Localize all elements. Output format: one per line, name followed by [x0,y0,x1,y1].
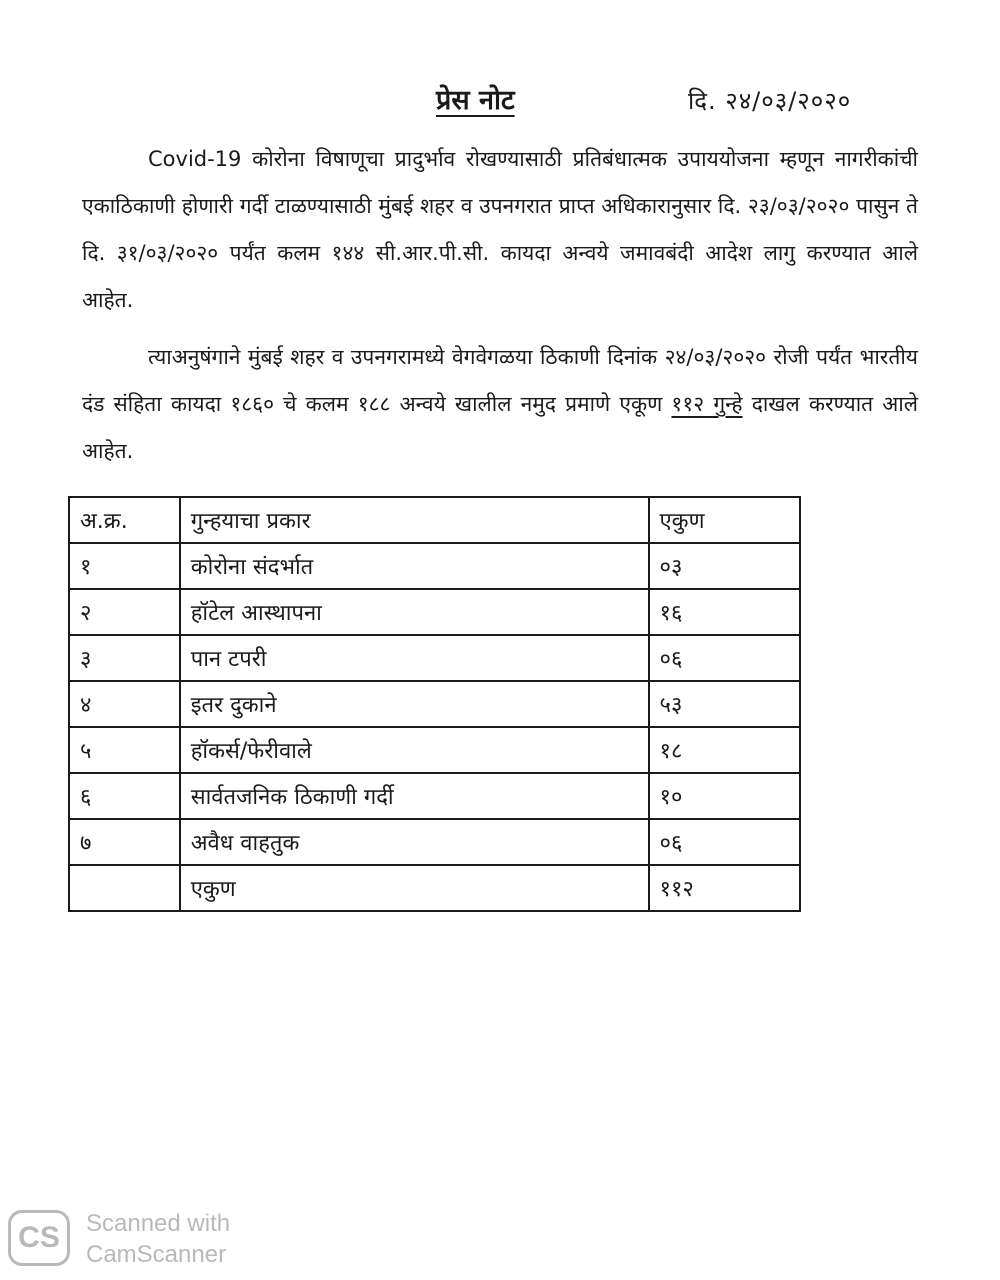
press-note-date: दि. २४/०३/२०२० [688,87,852,115]
watermark-line1: Scanned with [86,1210,231,1237]
summary-text-after: दाखल करण्यात आले आहेत. [82,392,918,463]
camscanner-logo-icon: CS [8,1210,70,1266]
row-serial-no: ४ [69,681,180,727]
table-row [69,681,800,727]
header-serial-no: अ.क्र. [69,497,180,543]
row-count: ०३ [649,543,800,589]
table-row [69,773,800,819]
total-cases-highlight: ११२ गुन्हे [671,392,743,416]
header-total: एकुण [649,497,800,543]
row-offense-type: पान टपरी [180,635,649,681]
table-row [69,543,800,589]
row-count: ५३ [649,681,800,727]
table-row [69,589,800,635]
row-serial-no: २ [69,589,180,635]
header-offense-type: गुन्हयाचा प्रकार [180,497,649,543]
row-count: १६ [649,589,800,635]
row-count: १८ [649,727,800,773]
table-row [69,635,800,681]
row-offense-type: अवैध वाहतुक [180,819,649,865]
total-value: ११२ [649,865,800,911]
row-serial-no: ६ [69,773,180,819]
table-row [69,727,800,773]
table-header-row [69,497,800,543]
row-count: ०६ [649,819,800,865]
row-serial-no: ३ [69,635,180,681]
watermark-line2: CamScanner [86,1241,227,1268]
row-offense-type: इतर दुकाने [180,681,649,727]
row-serial-no: ७ [69,819,180,865]
row-serial-no: १ [69,543,180,589]
camscanner-watermark [8,1208,268,1270]
summary-text-before: त्याअनुषंगाने मुंबई शहर व उपनगरामध्ये वेगवेगळया ठिकाणी दिनांक २४/०३/२०२० रोजी पर्यंत भारतीय दंड संहिता कायदा १८६० चे कलम १८८ अन्वये खालील नमुद प्रमाणे एकूण [82,345,918,416]
row-serial-no: ५ [69,727,180,773]
row-offense-type: हॉटेल आस्थापना [180,589,649,635]
table-total-row [69,865,800,911]
row-count: ०६ [649,635,800,681]
total-label: एकुण [180,865,649,911]
cases-table [68,496,801,912]
row-offense-type: हॉकर्स/फेरीवाले [180,727,649,773]
camscanner-text [86,1208,230,1270]
row-count: १० [649,773,800,819]
total-serial-empty [69,865,180,911]
summary-paragraph [82,334,918,475]
row-offense-type: कोरोना संदर्भात [180,543,649,589]
row-offense-type: सार्वतजनिक ठिकाणी गर्दी [180,773,649,819]
intro-paragraph: Covid-19 कोरोना विषाणूचा प्रादुर्भाव रोखण्यासाठी प्रतिबंधात्मक उपाययोजना म्हणून नागरीकांची एकाठिकाणी होणारी गर्दी टाळण्यासाठी मुंबई शहर व उपनगरात प्राप्त अधिकारानुसार दि. २३/०३/२०२० पासुन ते दि. ३१/०३/२०२० पर्यंत कलम १४४ सी.आर.पी.सी. कायदा अन्वये जमावबंदी आदेश लागु करण्यात आले आहेत. [82,147,918,312]
page-title: प्रेस नोट [436,85,515,116]
table-row [69,819,800,865]
